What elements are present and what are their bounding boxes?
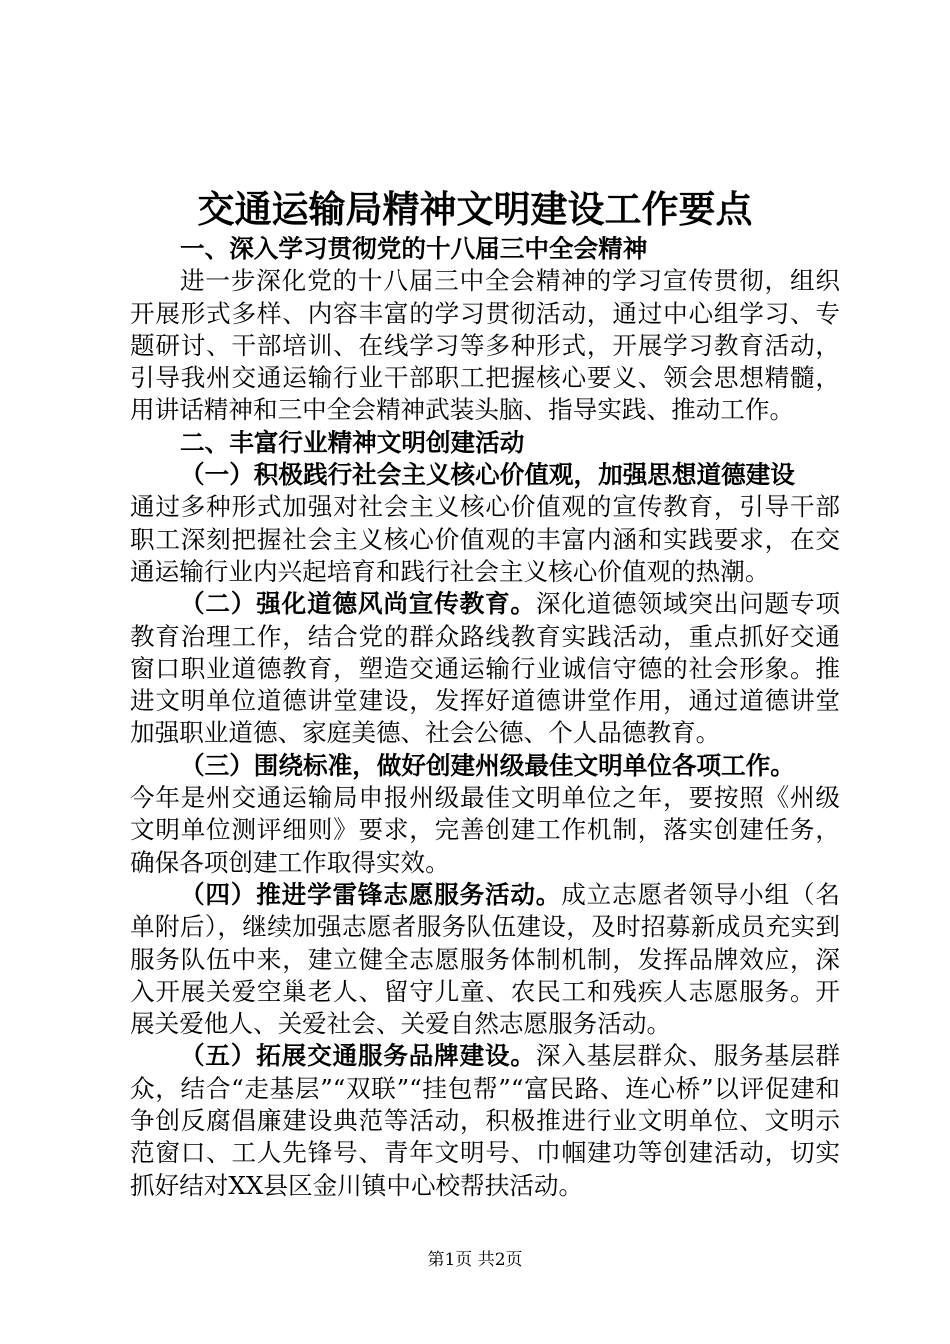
section1-heading: 一、深入学习贯彻党的十八届三中全会精神 <box>180 234 648 263</box>
item4-lead: （四）推进学雷锋志愿服务活动。 <box>180 879 562 909</box>
item3-text: 今年是州交通运输局申报州级最佳文明单位之年，要按照《州级文明单位测评细则》要求，完善创建工作机制，落实创建任务，确保各项创建工作取得实效。 <box>130 783 840 877</box>
document-body <box>130 233 840 1202</box>
item4-paragraph <box>130 879 840 1040</box>
item5-paragraph <box>130 1040 840 1201</box>
section2-heading: 二、丰富行业精神文明创建活动 <box>180 427 525 457</box>
item3-lead: （三）围绕标准，做好创建州级最佳文明单位各项工作。 <box>180 750 795 780</box>
item2-lead: （二）强化道德风尚宣传教育。 <box>180 589 536 619</box>
item1-text: 通过多种形式加强对社会主义核心价值观的宣传教育，引导干部职工深刻把握社会主义核心价值观的丰富内涵和实践要求，在交通运输行业内兴起培育和践行社会主义核心价值观的热潮。 <box>130 492 840 586</box>
item3-lead-paragraph <box>130 750 840 782</box>
item5-lead: （五）拓展交通服务品牌建设。 <box>180 1041 536 1071</box>
item1-lead: （一）积极践行社会主义核心价值观，加强思想道德建设 <box>180 460 795 490</box>
item2-paragraph <box>130 588 840 749</box>
item5-text: 深入基层群众、服务基层群众，结合“走基层”“双联”“挂包帮”“富民路、连心桥”以评促建和争创反腐倡廉建设典范等活动，积极推进行业文明单位、文明示范窗口、工人先锋号、青年文明号、巾帼建功等创建活动，切实抓好结对XX县区金川镇中心校帮扶活动。 <box>130 1041 840 1200</box>
section1-body: 进一步深化党的十八届三中全会精神的学习宣传贯彻，组织开展形式多样、内容丰富的学习贯彻活动，通过中心组学习、专题研讨、干部培训、在线学习等多种形式，开展学习教育活动，引导我州交通运输行业干部职工把握核心要义、领会思想精髓，用讲话精神和三中全会精神武装头脑、指导实践、推动工作。 <box>130 266 840 425</box>
document-title: 交通运输局精神文明建设工作要点 <box>197 188 753 231</box>
item2-text: 深化道德领域突出问题专项教育治理工作，结合党的群众路线教育实践活动，重点抓好交通窗口职业道德教育，塑造交通运输行业诚信守德的社会形象。推进文明单位道德讲堂建设，发挥好道德讲堂作用，通过道德讲堂加强职业道德、家庭美德、社会公德、个人品德教育。 <box>130 589 840 748</box>
page-number-footer: 第1页 共2页 <box>427 1250 523 1270</box>
item4-text: 成立志愿者领导小组（名单附后），继续加强志愿者服务队伍建设，及时招募新成员充实到服务队伍中来，建立健全志愿服务体制机制，发挥品牌效应，深入开展关爱空巢老人、留守儿童、农民工和残疾人志愿服务。开展关爱他人、关爱社会、关爱自然志愿服务活动。 <box>130 879 840 1039</box>
item1-lead-paragraph <box>130 459 840 491</box>
